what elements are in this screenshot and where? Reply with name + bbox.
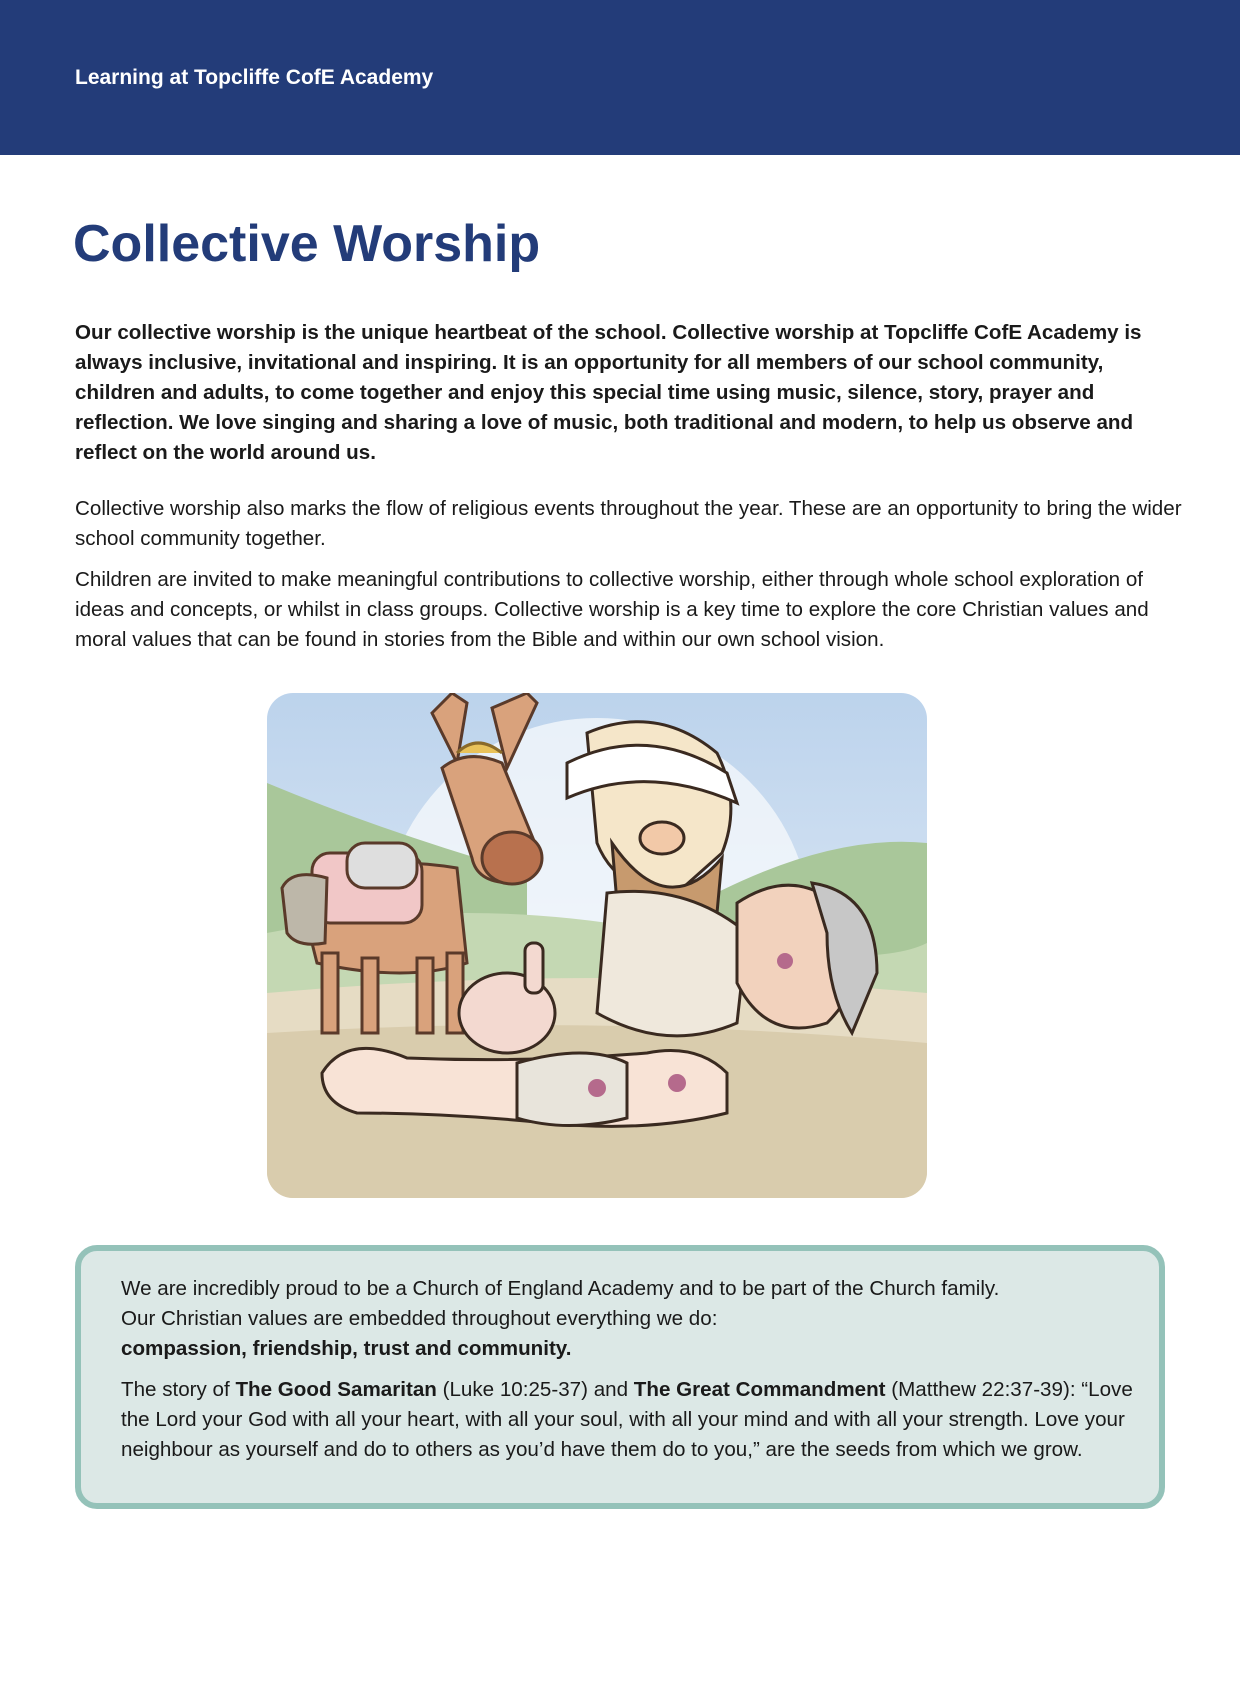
callout-story-paragraph xyxy=(121,1375,1146,1465)
header-band xyxy=(0,0,1240,155)
story-prefix: The story of xyxy=(121,1378,236,1401)
callout-line: Our Christian values are embedded throughout everything we do: xyxy=(121,1307,718,1330)
story-title-great-commandment: The Great Commandment xyxy=(633,1378,886,1401)
callout-line: We are incredibly proud to be a Church of England Academy and to be part of the Church family. xyxy=(121,1277,1000,1300)
page-title: Collective Worship xyxy=(73,215,541,273)
body-paragraph: Children are invited to make meaningful contributions to collective worship, either through whole school exploration of ideas and concepts, or whilst in class groups. Collective worship is a key time to explore the core Christian values and moral values that can be found in stories from the Bible and within our own school vision. xyxy=(75,568,1149,651)
story-title-good-samaritan: The Good Samaritan xyxy=(235,1378,437,1401)
story-reference: (Luke 10:25-37) and xyxy=(436,1378,634,1401)
callout-values: compassion, friendship, trust and community. xyxy=(121,1337,572,1360)
story-quote: (Matthew 22:37-39): “Love the Lord your God with all your heart, with all your soul, with all your mind and with all your strength. Love your neighbour as yourself and do to others as you’d have them do to you,” are the seeds from which we grow. xyxy=(121,1378,1133,1461)
header-title: Learning at Topcliffe CofE Academy xyxy=(75,66,434,89)
good-samaritan-illustration xyxy=(267,693,927,1198)
christian-values-callout xyxy=(75,1245,1165,1509)
intro-paragraph: Our collective worship is the unique heartbeat of the school. Collective worship at Topcliffe CofE Academy is always inclusive, invitational and inspiring. It is an opportunity for all members of our school community, children and adults, to come together and enjoy this special time using music, silence, story, prayer and reflection. We love singing and sharing a love of music, both traditional and modern, to help us observe and reflect on the world around us. xyxy=(75,321,1142,464)
body-paragraph: Collective worship also marks the flow of religious events throughout the year. These are an opportunity to bring the wider school community together. xyxy=(75,497,1182,550)
illustration-svg xyxy=(267,693,927,1198)
